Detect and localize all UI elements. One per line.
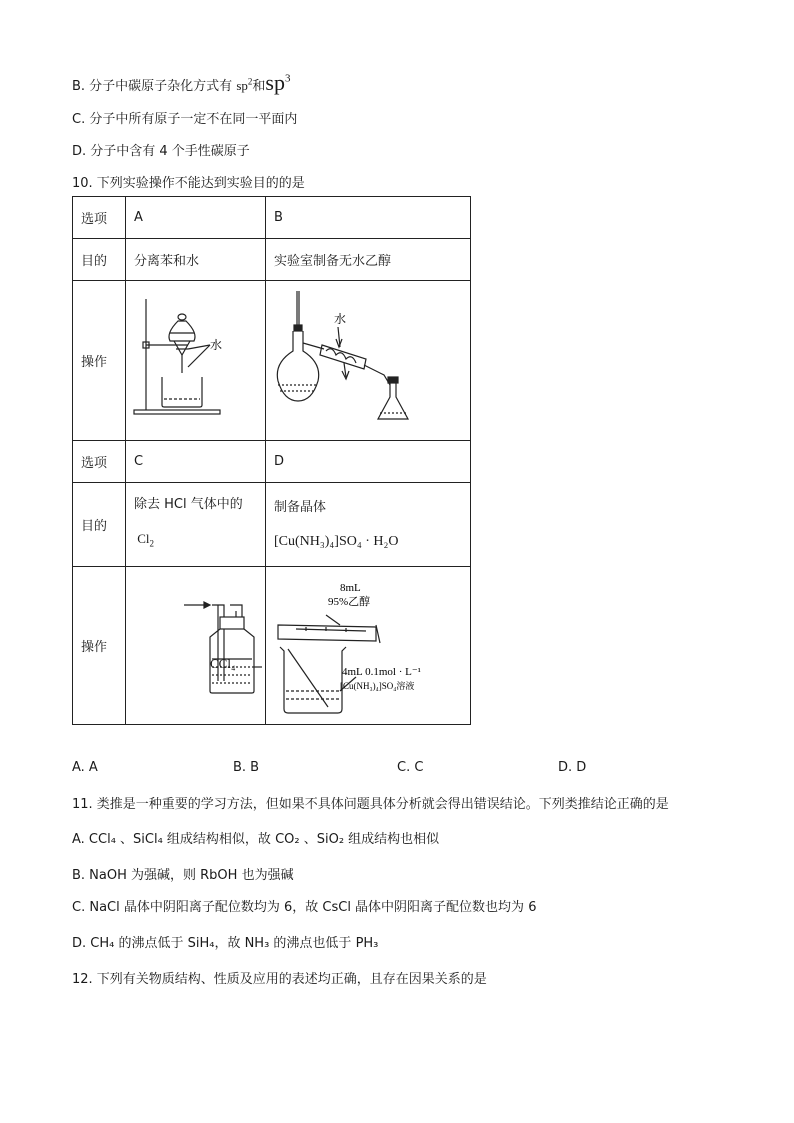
c-ccl4-label: CCl₄ xyxy=(210,656,236,671)
row-label-operation: 操作 xyxy=(73,281,126,441)
table-row xyxy=(73,197,471,239)
q10-stem: 10. 下列实验操作不能达到实验目的的是 xyxy=(72,176,305,191)
q11-option-a: A. CCl₄ 、SiCl₄ 组成结构相似，故 CO₂ 、SiO₂ 组成结构也相似 xyxy=(72,832,440,847)
option-a-purpose: 分离苯和水 xyxy=(126,239,266,281)
q10-choice-c: C. C xyxy=(397,760,424,775)
option-d-header: D xyxy=(266,441,471,483)
option-c-purpose-line1: 除去 HCl 气体中的 xyxy=(134,497,243,513)
option-b-header: B xyxy=(266,197,471,239)
distillation-diagram xyxy=(266,281,470,436)
sp3-term: $sp^3$ xyxy=(265,70,291,95)
q9-option-b-text: B. 分子中碳原子杂化方式有 xyxy=(72,79,237,94)
q10-choice-b: B. B xyxy=(233,760,260,775)
option-a-figure-cell xyxy=(126,281,266,441)
option-c-purpose xyxy=(126,483,266,567)
q11-option-d: D. CH₄ 的沸点低于 SiH₄，故 NH₃ 的沸点也低于 PH₃ xyxy=(72,936,379,951)
table-row xyxy=(73,281,471,441)
option-a-header: A xyxy=(126,197,266,239)
d-volume-label: 8mL xyxy=(340,582,361,594)
option-c-figure-cell xyxy=(126,567,266,725)
q9-option-b xyxy=(72,70,290,96)
row-label-purpose: 目的 xyxy=(73,239,126,281)
crystal-preparation-diagram xyxy=(266,567,470,720)
option-d-purpose-line1: 制备晶体 xyxy=(274,499,327,515)
q11-option-b: B. NaOH 为强碱，则 RbOH 也为强碱 xyxy=(72,868,294,883)
row-label-purpose-2: 目的 xyxy=(73,483,126,567)
a-water-label: 水 xyxy=(210,338,223,352)
option-b-figure-cell xyxy=(266,281,471,441)
option-b-purpose: 实验室制备无水乙醇 xyxy=(266,239,471,281)
table-row xyxy=(73,567,471,725)
d-solution-label-2: [Cu(NH₃)₄]SO₄溶液 xyxy=(340,681,415,691)
table-row xyxy=(73,239,471,281)
option-c-header: C xyxy=(126,441,266,483)
row-label-option: 选项 xyxy=(73,197,126,239)
option-d-formula: [Cu(NH₃)₄]SO₄ · H₂O xyxy=(274,533,399,549)
separatory-funnel-diagram xyxy=(126,281,265,436)
q10-choice-d: D. D xyxy=(558,760,587,775)
q10-choices xyxy=(72,760,632,778)
option-c-purpose-line2: $Cl_2$ xyxy=(137,531,155,549)
d-solution-label-1: 4mL 0.1mol · L⁻¹ xyxy=(342,666,421,678)
q9-option-d: D. 分子中含有 4 个手性碳原子 xyxy=(72,144,250,159)
d-ethanol-label: 95%乙醇 xyxy=(328,596,371,608)
table-row xyxy=(73,441,471,483)
q11-option-c: C. NaCl 晶体中阴阳离子配位数均为 6，故 CsCl 晶体中阴阳离子配位数也均为 6 xyxy=(72,900,537,915)
table-row xyxy=(73,483,471,567)
experiment-table xyxy=(72,196,471,725)
q9-option-c: C. 分子中所有原子一定不在同一平面内 xyxy=(72,112,298,127)
q10-choice-a: A. A xyxy=(72,760,98,775)
row-label-option-2: 选项 xyxy=(73,441,126,483)
gas-washing-bottle-diagram xyxy=(126,567,265,720)
option-d-purpose xyxy=(266,483,471,567)
row-label-operation-2: 操作 xyxy=(73,567,126,725)
sp2-term: $sp^2$ xyxy=(236,76,253,93)
and-word: 和 xyxy=(252,79,266,94)
q11-stem: 11. 类推是一种重要的学习方法，但如果不具体问题具体分析就会得出错误结论。下列类推结论正确的是 xyxy=(72,797,669,812)
b-water-label: 水 xyxy=(334,312,347,326)
option-d-figure-cell xyxy=(266,567,471,725)
q12-stem: 12. 下列有关物质结构、性质及应用的表述均正确，且存在因果关系的是 xyxy=(72,972,487,987)
